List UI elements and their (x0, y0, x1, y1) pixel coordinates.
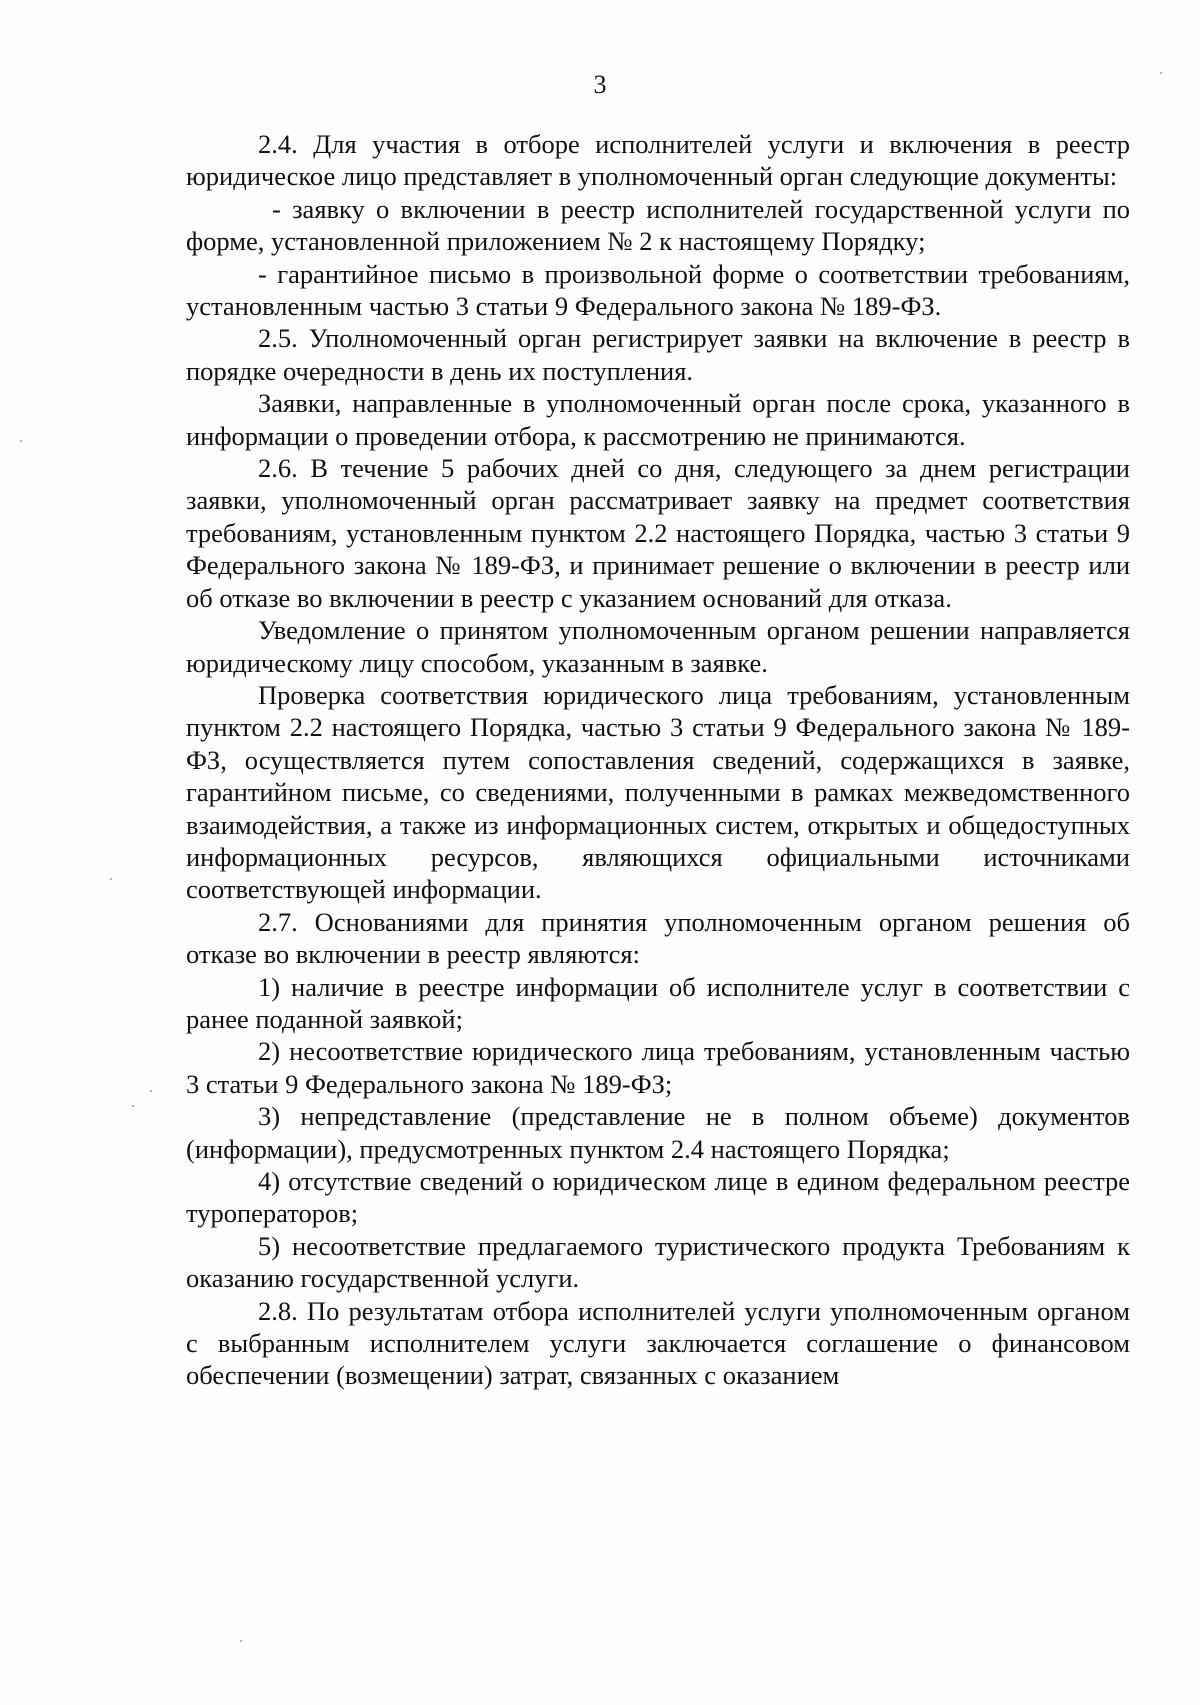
paragraph-2-5: 2.5. Уполномоченный орган регистрирует заявки на включение в реестр в порядке очередности в день их поступления. (186, 323, 1130, 386)
paragraph-2-4: 2.4. Для участия в отборе исполнителей услуги и включения в реестр юридическое лицо представляет в уполномоченный орган следующие документы: (186, 129, 1130, 192)
list-item-3: 3) непредставление (представление не в полном объеме) документов (информации), предусмотренных пунктом 2.4 настоящего Порядка; (186, 1101, 1130, 1164)
paragraph-2-6: 2.6. В течение 5 рабочих дней со дня, следующего за днем регистрации заявки, уполномоченный орган рассматривает заявку на предмет соответствия требованиям, установленным пунктом 2.2 настоящего Порядка, частью 3 статьи 9 Федерального закона № 189-ФЗ, и принимает решение о включении в реестр или об отказе во включении в реестр с указанием оснований для отказа. (186, 453, 1130, 613)
paragraph-2-8: 2.8. По результатам отбора исполнителей услуги уполномоченным органом с выбранным исполнителем услуги заключается соглашение о финансовом обеспечении (возмещении) затрат, связанных с оказанием (186, 1295, 1130, 1391)
list-item-guarantee-letter: - гарантийное письмо в произвольной форме о соответствии требованиям, установленным частью 3 статьи 9 Федерального закона № 189-ФЗ. (186, 258, 1130, 322)
scan-speck (132, 1105, 134, 1107)
scan-speck (150, 1090, 152, 1092)
scan-speck (20, 440, 22, 442)
page-number: 3 (593, 70, 607, 99)
scan-speck (240, 1640, 242, 1642)
document-body (186, 128, 1130, 1392)
paragraph-2-7: 2.7. Основаниями для принятия уполномоченным органом решения об отказе во включении в реестр являются: (186, 906, 1130, 970)
paragraph-late-applications: Заявки, направленные в уполномоченный орган после срока, указанного в информации о проведении отбора, к рассмотрению не принимаются. (186, 388, 1130, 451)
paragraph-notification: Уведомление о принятом уполномоченным органом решении направляется юридическому лицу способом, указанным в заявке. (186, 615, 1130, 678)
list-item-1: 1) наличие в реестре информации об исполнителе услуг в соответствии с ранее поданной заявкой; (186, 971, 1130, 1034)
list-item-4: 4) отсутствие сведений о юридическом лице в едином федеральном реестре туроператоров; (186, 1166, 1130, 1229)
paragraph-verification: Проверка соответствия юридического лица требованиям, установленным пунктом 2.2 настоящего Порядка, частью 3 статьи 9 Федерального закона № 189-ФЗ, осуществляется путем сопоставления сведений, содержащихся в заявке, гарантийном письме, со сведениями, полученными в рамках межведомственного взаимодействия, а также из информационных систем, открытых и общедоступных информационных ресурсов, являющихся официальными источниками соответствующей информации. (186, 679, 1130, 905)
list-item-2: 2) несоответствие юридического лица требованиям, установленным частью 3 статьи 9 Федерального закона № 189-ФЗ; (186, 1036, 1130, 1099)
scan-speck (110, 878, 112, 880)
list-item-5: 5) несоответствие предлагаемого туристического продукта Требованиям к оказанию государственной услуги. (186, 1230, 1130, 1294)
list-item-application: - заявку о включении в реестр исполнителей государственной услуги по форме, установленной приложением № 2 к настоящему Порядку; (186, 193, 1130, 257)
scan-speck (1160, 72, 1162, 74)
